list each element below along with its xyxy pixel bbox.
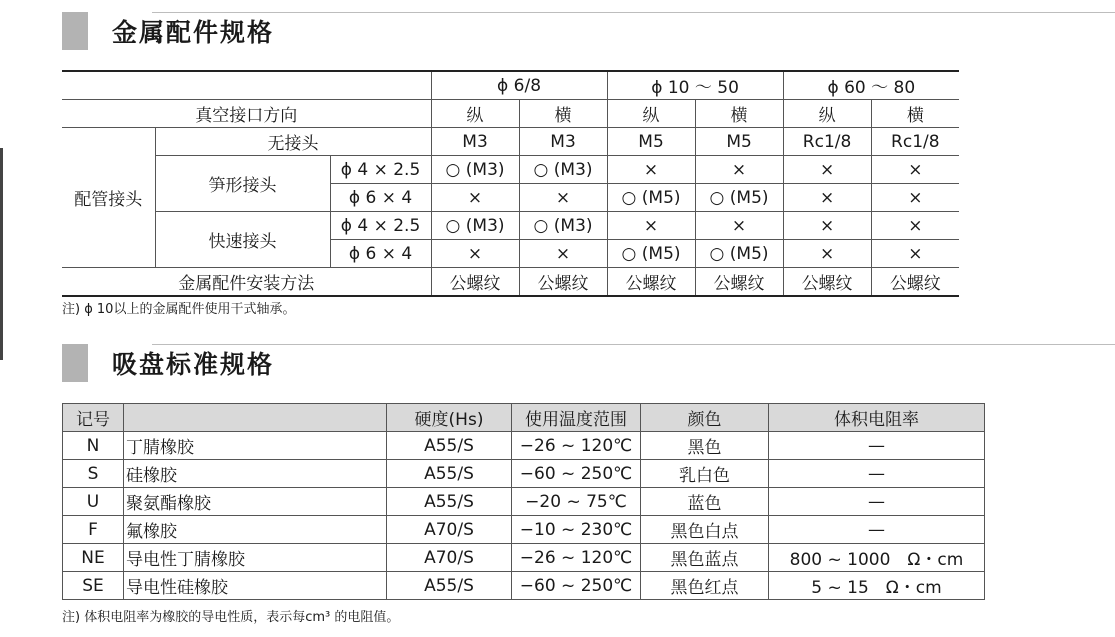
- cell-resistivity: —: [769, 460, 985, 488]
- cell-color: 乳白色: [641, 460, 769, 488]
- cell-hardness: A70/S: [387, 516, 512, 544]
- cell-value: ×: [695, 156, 783, 184]
- header-phi60: ϕ 60 ～ 80: [783, 71, 959, 100]
- label-install-method: 金属配件安装方法: [62, 268, 431, 297]
- cell-value: ○ (M3): [519, 212, 607, 240]
- cell-value: ×: [871, 156, 959, 184]
- col-header-material: [124, 404, 387, 432]
- dir-vertical: 纵: [783, 100, 871, 128]
- row-quick-a: [62, 212, 959, 240]
- cell-code: SE: [63, 572, 124, 600]
- cell-color: 黑色红点: [641, 572, 769, 600]
- label-vacuum-direction: 真空接口方向: [62, 100, 431, 128]
- label-quick-joint: 快速接头: [155, 212, 330, 268]
- cell-temperature: −60 ~ 250℃: [512, 460, 641, 488]
- cell-hardness: A55/S: [387, 460, 512, 488]
- dir-horizontal: 横: [519, 100, 607, 128]
- cell-value: 公螺纹: [783, 268, 871, 297]
- cell-hardness: A55/S: [387, 488, 512, 516]
- cell-color: 黑色白点: [641, 516, 769, 544]
- cell-value: ×: [783, 240, 871, 268]
- label-size-a: ϕ 4 × 2.5: [330, 212, 431, 240]
- cell-value: ×: [431, 184, 519, 212]
- cell-value: ○ (M3): [431, 156, 519, 184]
- cell-temperature: −60 ~ 250℃: [512, 572, 641, 600]
- section-marker: [62, 344, 88, 382]
- cell-code: S: [63, 460, 124, 488]
- cell-resistivity: 800 ~ 1000 Ω・cm: [769, 544, 985, 572]
- col-header-code: 记号: [63, 404, 124, 432]
- dir-horizontal: 横: [695, 100, 783, 128]
- cell-value: ○ (M3): [431, 212, 519, 240]
- cell-resistivity: —: [769, 432, 985, 460]
- label-size-b: ϕ 6 × 4: [330, 184, 431, 212]
- cell-value: ×: [519, 184, 607, 212]
- cell-value: M5: [607, 128, 695, 156]
- cell-material: 硅橡胶: [124, 460, 387, 488]
- section-header-metal: [62, 12, 1115, 52]
- cell-value: ×: [871, 184, 959, 212]
- label-barb-joint: 笋形接头: [155, 156, 330, 212]
- cell-resistivity: 5 ~ 15 Ω・cm: [769, 572, 985, 600]
- cell-value: 公螺纹: [431, 268, 519, 297]
- header-row-sizes: [62, 71, 959, 100]
- cell-hardness: A55/S: [387, 432, 512, 460]
- label-size-a: ϕ 4 × 2.5: [330, 156, 431, 184]
- header-phi6: ϕ 6/8: [431, 71, 607, 100]
- cell-value: M3: [431, 128, 519, 156]
- cell-code: N: [63, 432, 124, 460]
- cell-value: M5: [695, 128, 783, 156]
- row-barb-a: [62, 156, 959, 184]
- cell-code: NE: [63, 544, 124, 572]
- corner-cell: [62, 71, 431, 100]
- row-vacuum-direction: [62, 100, 959, 128]
- cell-temperature: −10 ~ 230℃: [512, 516, 641, 544]
- cell-value: ×: [607, 156, 695, 184]
- col-header-color: 颜色: [641, 404, 769, 432]
- cell-value: ×: [871, 212, 959, 240]
- section-rule: [152, 12, 1115, 13]
- cell-value: ×: [695, 212, 783, 240]
- dir-horizontal: 横: [871, 100, 959, 128]
- page-edge-bar: [0, 148, 3, 360]
- label-pipe-joint: 配管接头: [62, 128, 155, 268]
- cell-value: Rc1/8: [783, 128, 871, 156]
- cell-value: ×: [431, 240, 519, 268]
- cell-material: 聚氨酯橡胶: [124, 488, 387, 516]
- table-row: [63, 460, 985, 488]
- table-row: [63, 544, 985, 572]
- cell-temperature: −20 ~ 75℃: [512, 488, 641, 516]
- dir-vertical: 纵: [607, 100, 695, 128]
- note-cup: 注) 体积电阻率为橡胶的导电性质，表示每cm³ 的电阻值。: [62, 610, 400, 625]
- cell-code: U: [63, 488, 124, 516]
- table-row: [63, 432, 985, 460]
- cell-code: F: [63, 516, 124, 544]
- cell-value: ×: [519, 240, 607, 268]
- cell-value: 公螺纹: [695, 268, 783, 297]
- cell-temperature: −26 ~ 120℃: [512, 544, 641, 572]
- cell-material: 丁腈橡胶: [124, 432, 387, 460]
- cell-value: 公螺纹: [519, 268, 607, 297]
- cell-value: ×: [871, 240, 959, 268]
- cell-value: ×: [607, 212, 695, 240]
- col-header-resistivity: 体积电阻率: [769, 404, 985, 432]
- row-no-joint: [62, 128, 959, 156]
- col-header-hardness: 硬度(Hs): [387, 404, 512, 432]
- cell-value: ○ (M5): [695, 184, 783, 212]
- cell-material: 导电性硅橡胶: [124, 572, 387, 600]
- cell-temperature: −26 ~ 120℃: [512, 432, 641, 460]
- header-row: [63, 404, 985, 432]
- col-header-temperature: 使用温度范围: [512, 404, 641, 432]
- section-rule: [152, 344, 1115, 345]
- cell-value: Rc1/8: [871, 128, 959, 156]
- cell-value: 公螺纹: [871, 268, 959, 297]
- cell-value: ○ (M5): [607, 240, 695, 268]
- cell-hardness: A70/S: [387, 544, 512, 572]
- section-title-metal: 金属配件规格: [112, 18, 275, 47]
- table-row: [63, 572, 985, 600]
- suction-cup-spec-table: [62, 403, 985, 600]
- cell-material: 导电性丁腈橡胶: [124, 544, 387, 572]
- note-metal: 注) ϕ 10以上的金属配件使用干式轴承。: [62, 302, 296, 317]
- cell-value: M3: [519, 128, 607, 156]
- cell-resistivity: —: [769, 516, 985, 544]
- cell-color: 蓝色: [641, 488, 769, 516]
- table-row: [63, 488, 985, 516]
- cell-hardness: A55/S: [387, 572, 512, 600]
- header-phi10: ϕ 10 ～ 50: [607, 71, 783, 100]
- cell-resistivity: —: [769, 488, 985, 516]
- dir-vertical: 纵: [431, 100, 519, 128]
- section-marker: [62, 12, 88, 50]
- cell-value: ○ (M5): [695, 240, 783, 268]
- cell-value: ○ (M3): [519, 156, 607, 184]
- row-install-method: [62, 268, 959, 297]
- metal-fitting-spec-table: [62, 70, 959, 297]
- section-title-cup: 吸盘标准规格: [112, 350, 275, 379]
- cell-color: 黑色蓝点: [641, 544, 769, 572]
- cell-value: 公螺纹: [607, 268, 695, 297]
- cell-color: 黑色: [641, 432, 769, 460]
- cell-value: ×: [783, 156, 871, 184]
- section-header-cup: [62, 344, 1115, 384]
- table-row: [63, 516, 985, 544]
- cell-material: 氟橡胶: [124, 516, 387, 544]
- cell-value: ○ (M5): [607, 184, 695, 212]
- label-no-joint: 无接头: [155, 128, 431, 156]
- cell-value: ×: [783, 212, 871, 240]
- cell-value: ×: [783, 184, 871, 212]
- label-size-b: ϕ 6 × 4: [330, 240, 431, 268]
